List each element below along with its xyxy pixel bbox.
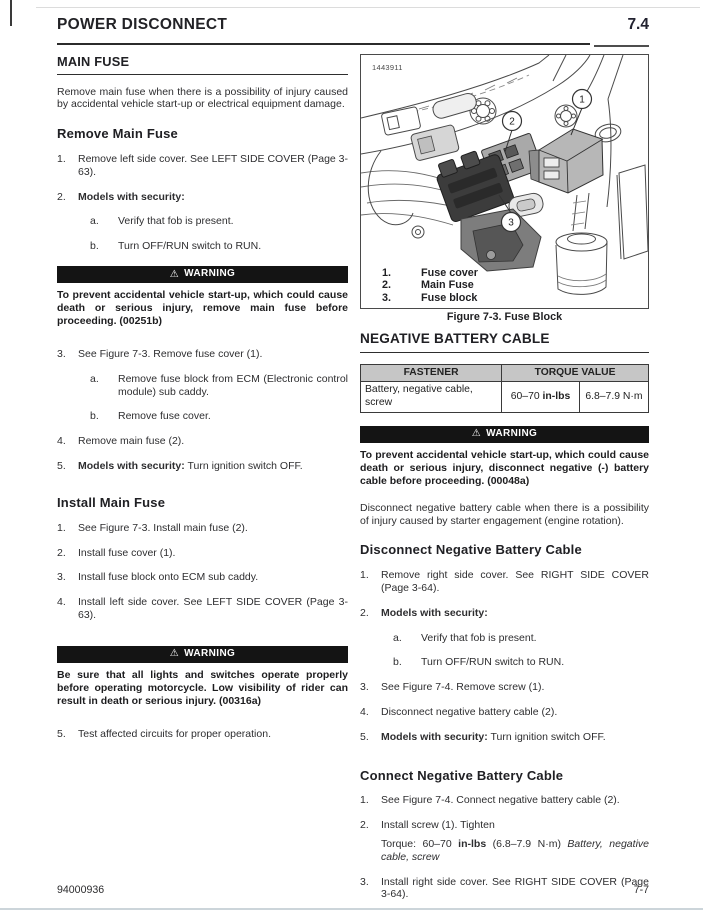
step-text: Remove right side cover. See RIGHT SIDE COVER (Page 3-64). — [381, 569, 649, 594]
warning-text: Be sure that all lights and switches operate properly before operating motorcycle. Low visibility of rider can result in death or serious injury. (00316a) — [57, 668, 348, 707]
substep-text: Turn OFF/RUN switch to RUN. — [421, 656, 565, 669]
remove-step-2b — [90, 240, 348, 253]
step-number: 1. — [57, 153, 66, 166]
step-text: Install left side cover. See LEFT SIDE COVER (Page 3-63). — [78, 596, 348, 621]
step-number: 1. — [360, 569, 369, 582]
step-number: 2. — [360, 819, 369, 832]
connect-step-1 — [360, 794, 649, 807]
remove-step-5 — [57, 460, 348, 473]
document-number: 94000936 — [57, 884, 105, 896]
warning-label: WARNING — [486, 428, 538, 440]
step-number: 3. — [57, 571, 66, 584]
legend-label: Fuse block — [421, 291, 478, 304]
nbc-intro: Disconnect negative battery cable when there is a possibility of injury caused by starter engagement (engine rotation). — [360, 501, 649, 527]
legend-label: Fuse cover — [421, 266, 479, 279]
figure-7-3 — [360, 54, 649, 309]
legend-number: 2. — [382, 279, 392, 292]
substep-letter: b. — [90, 240, 99, 253]
install-step-1 — [57, 522, 348, 535]
torque-inlbs-value: 60–70 — [510, 390, 543, 402]
remove-step-2a — [90, 215, 348, 228]
legend-number: 1. — [382, 266, 392, 279]
substep-text: Verify that fob is present. — [421, 631, 537, 644]
fastener-header: FASTENER — [361, 364, 502, 382]
step-text: Install fuse cover (1). — [78, 546, 176, 559]
warning-triangle-icon: ⚠ — [169, 648, 180, 660]
table-header-row — [361, 364, 649, 382]
step-number: 5. — [57, 727, 66, 740]
torque-spec-line — [381, 838, 649, 864]
disconnect-step-4 — [360, 706, 649, 719]
warning-label: WARNING — [184, 268, 236, 280]
install-main-fuse-heading: Install Main Fuse — [57, 494, 166, 510]
step-number: 4. — [57, 435, 66, 448]
table-row — [361, 382, 649, 412]
substep-text: Remove fuse block from ECM (Electronic control module) sub caddy. — [118, 372, 348, 398]
figure-legend — [382, 267, 478, 304]
warning-text: To prevent accidental vehicle start-up, which could cause death or serious injury, disconnect negative (-) battery cable before proceeding. (00048a) — [360, 448, 649, 487]
connect-step-2 — [360, 819, 649, 863]
callout-3-number: 3 — [508, 217, 514, 229]
step-text: Remove main fuse (2). — [78, 435, 185, 448]
step-text: Disconnect negative battery cable (2). — [381, 705, 558, 718]
step-text: Remove left side cover. See LEFT SIDE COVER (Page 3-63). — [78, 153, 349, 178]
legend-number: 3. — [382, 291, 392, 304]
step-text-rest: Turn ignition switch OFF. — [490, 730, 606, 743]
torque-mid: (6.8–7.9 N·m) — [486, 838, 568, 850]
remove-main-fuse-heading: Remove Main Fuse — [57, 126, 178, 142]
step-number: 3. — [57, 348, 66, 361]
step-text: Install right side cover. See RIGHT SIDE COVER (Page 3-64). — [381, 875, 649, 901]
install-step-5 — [57, 728, 348, 741]
torque-prefix: Torque: 60–70 — [381, 838, 459, 850]
remove-step-3 — [57, 348, 348, 361]
step-text-main: Install screw (1). Tighten — [381, 819, 495, 832]
header-rule — [57, 43, 590, 45]
step-number: 2. — [57, 546, 66, 559]
torque-inlbs-unit: in-lbs — [542, 390, 571, 402]
right-column — [360, 54, 649, 913]
remove-step-3a — [90, 373, 348, 399]
remove-step-1 — [57, 153, 348, 179]
left-column — [57, 54, 348, 753]
warning-triangle-icon: ⚠ — [169, 268, 180, 280]
step-number: 2. — [360, 606, 369, 619]
torque-table — [360, 364, 649, 413]
torque-fastener-spec: Battery, negative cable, screw — [381, 838, 649, 863]
legend-item — [382, 267, 478, 279]
substep-letter: a. — [393, 631, 402, 644]
torque-inlbs-cell — [502, 382, 580, 412]
step-number: 3. — [360, 875, 369, 888]
disconnect-step-3 — [360, 681, 649, 694]
figure-caption: Figure 7-3. Fuse Block — [446, 311, 563, 323]
disconnect-heading: Disconnect Negative Battery Cable — [360, 542, 582, 558]
step-text — [78, 460, 348, 473]
step-number: 4. — [360, 705, 369, 718]
remove-step-3b — [90, 410, 348, 423]
disconnect-step-2 — [360, 607, 649, 620]
step-text — [381, 731, 649, 744]
step-number: 1. — [360, 794, 369, 807]
torque-value-header: TORQUE VALUE — [502, 364, 649, 382]
page-footer — [57, 884, 649, 896]
page-number: 7-7 — [633, 884, 649, 896]
torque-unit: in-lbs — [458, 838, 487, 850]
callout-1-number: 1 — [579, 94, 585, 106]
substep-letter: b. — [90, 410, 99, 423]
substep-letter: a. — [90, 372, 99, 385]
disconnect-step-1 — [360, 569, 649, 595]
step-text: See Figure 7-4. Remove screw (1). — [381, 681, 545, 694]
disconnect-step-2b — [393, 656, 649, 669]
substep-text: Remove fuse cover. — [118, 410, 211, 423]
scan-artifact-left-tick — [10, 0, 12, 26]
torque-metric-cell: 6.8–7.9 N·m — [579, 382, 648, 412]
warning-text: To prevent accidental vehicle start-up, which could cause death or serious injury, remove main fuse before proceeding. (00251b) — [57, 289, 348, 328]
step-text: See Figure 7-3. Install main fuse (2). — [78, 521, 248, 534]
step-text: Install fuse block onto ECM sub caddy. — [78, 571, 259, 584]
step-text: Models with security: — [78, 190, 185, 203]
step-number: 2. — [57, 190, 66, 203]
substep-text: Verify that fob is present. — [118, 215, 234, 228]
step-number: 3. — [360, 681, 369, 694]
step-number: 5. — [57, 460, 66, 473]
main-fuse-heading: MAIN FUSE — [57, 54, 348, 75]
install-step-3 — [57, 571, 348, 584]
warning-banner — [57, 646, 348, 663]
header-rule-segment — [594, 45, 649, 47]
substep-text: Turn OFF/RUN switch to RUN. — [118, 240, 262, 253]
callout-3 — [502, 213, 521, 232]
step-text — [381, 819, 649, 863]
step-number: 4. — [57, 596, 66, 609]
step-number: 1. — [57, 521, 66, 534]
warning-triangle-icon: ⚠ — [471, 428, 482, 440]
figure-image-id: 1443911 — [372, 63, 403, 72]
install-step-2 — [57, 547, 348, 560]
step-text-rest: Turn ignition switch OFF. — [187, 460, 303, 473]
negative-battery-cable-heading: NEGATIVE BATTERY CABLE — [360, 331, 649, 353]
fastener-cell: Battery, negative cable, screw — [361, 382, 502, 412]
main-fuse-intro: Remove main fuse when there is a possibility of injury caused by accidental vehicle start-up or electrical equipment damage. — [57, 85, 348, 111]
warning-label: WARNING — [184, 648, 236, 660]
scan-artifact-top-line — [36, 7, 700, 8]
step-text: Models with security: — [381, 606, 488, 619]
step-text: Test affected circuits for proper operation. — [78, 727, 271, 740]
callout-2 — [503, 112, 522, 131]
legend-item — [382, 279, 478, 291]
section-number: 7.4 — [627, 16, 649, 33]
warning-banner — [57, 266, 348, 283]
disconnect-step-5 — [360, 731, 649, 744]
page-title: POWER DISCONNECT — [57, 16, 228, 33]
substep-letter: b. — [393, 656, 402, 669]
legend-item — [382, 292, 478, 304]
install-step-4 — [57, 596, 348, 622]
remove-step-2 — [57, 191, 348, 204]
step-text-bold: Models with security: — [381, 730, 488, 743]
step-text: See Figure 7-3. Remove fuse cover (1). — [78, 348, 263, 361]
remove-step-4 — [57, 435, 348, 448]
step-text: See Figure 7-4. Connect negative battery cable (2). — [381, 794, 620, 807]
legend-label: Main Fuse — [421, 279, 474, 292]
substep-letter: a. — [90, 215, 99, 228]
callout-2-number: 2 — [509, 116, 515, 128]
step-text-bold: Models with security: — [78, 460, 185, 473]
disconnect-step-2a — [393, 632, 649, 645]
step-number: 5. — [360, 730, 369, 743]
connect-heading: Connect Negative Battery Cable — [360, 767, 564, 783]
callout-1 — [573, 90, 592, 109]
warning-banner — [360, 426, 649, 443]
